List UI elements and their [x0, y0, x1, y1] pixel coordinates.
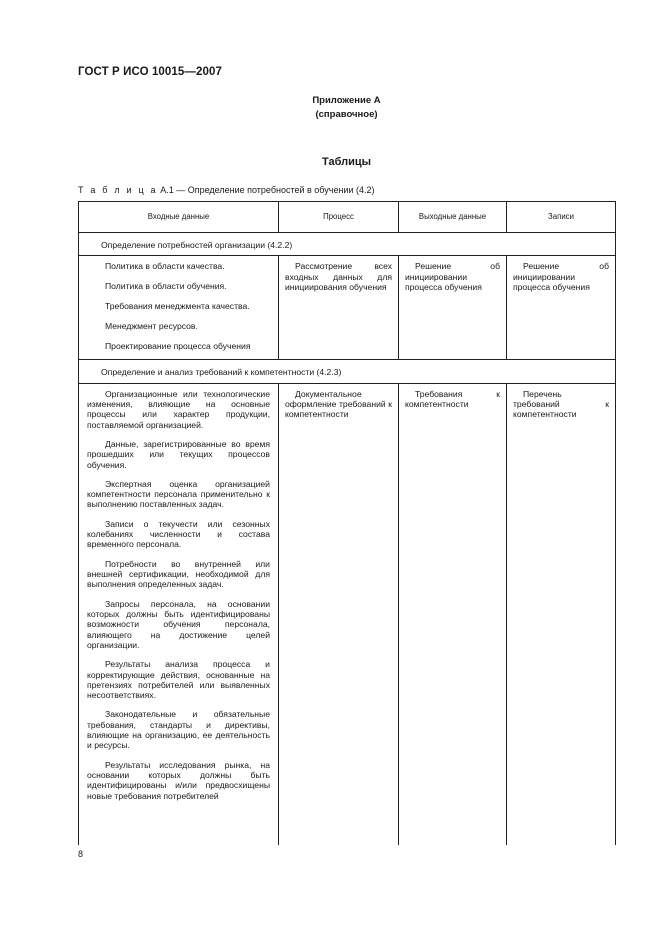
document-header: ГОСТ Р ИСО 10015—2007	[78, 66, 223, 78]
section-row	[79, 233, 616, 256]
records-cell	[507, 256, 616, 360]
training-needs-table	[78, 201, 616, 845]
input-item: Запросы персонала, на основании которых должны быть идентифицированы возможности обучения персонала, влияющего на достижение целей организации.	[87, 598, 270, 650]
page-number: 8	[78, 849, 84, 859]
table-caption-prefix: Т а б л и ц а	[78, 185, 158, 195]
table-header-row	[79, 202, 616, 233]
table-row	[79, 383, 616, 845]
header-outputs: Выходные данные	[399, 202, 507, 233]
input-item: Законодательные и обязательные требования, стандарты и директивы, влияющие на организацию, ее деятельность и ресурсы.	[87, 709, 270, 751]
input-item: Результаты исследования рынка, на основании которых должны быть идентифицированы и/или предвосхищены новые требования потребителей	[87, 759, 270, 801]
outputs-text: Решение об инициировании процесса обучения	[405, 261, 500, 292]
inputs-cell	[79, 383, 279, 845]
section-title: Таблицы	[322, 156, 371, 168]
process-text: Рассмотрение всех входных данных для инициирования обучения	[285, 261, 392, 292]
section-title-cell: Определение потребностей организации (4.2.2)	[79, 233, 616, 256]
outputs-text: Требования к компетентности	[405, 388, 500, 409]
input-item: Результаты анализа процесса и корректирующие действия, основанные на претензиях потребителей или выявленных несоответствиях.	[87, 659, 270, 701]
header-inputs: Входные данные	[79, 202, 279, 233]
input-item: Потребности во внутренней или внешней сертификации, необходимой для выполнения определенных задач.	[87, 558, 270, 590]
input-item: Политика в области качества.	[105, 261, 225, 272]
outputs-cell	[399, 383, 507, 845]
section-title-cell: Определение и анализ требований к компетентности (4.2.3)	[79, 360, 616, 383]
table-caption	[78, 185, 375, 195]
header-records: Записи	[507, 202, 616, 233]
section-row	[79, 360, 616, 383]
annex-title: Приложение А	[312, 95, 381, 106]
input-item: Проектирование процесса обучения	[105, 340, 251, 351]
process-cell	[279, 256, 399, 360]
header-process: Процесс	[279, 202, 399, 233]
input-item: Политика в области обучения.	[105, 281, 227, 292]
inputs-cell	[79, 256, 279, 360]
annex-status: (справочное)	[315, 109, 378, 120]
input-item: Экспертная оценка организацией компетентности персонала применительно к выполнению поставленных задач.	[87, 478, 270, 510]
table-row	[79, 256, 616, 360]
outputs-cell	[399, 256, 507, 360]
records-text: Перечень требований к компетентности	[513, 388, 609, 420]
input-item: Менеджмент ресурсов.	[105, 320, 198, 331]
records-text: Решение об инициировании процесса обучения	[513, 261, 609, 292]
process-cell	[279, 383, 399, 845]
input-item: Организационные или технологические изменения, влияющие на основные процессы или характер продукции, поставляемой организацией.	[87, 388, 270, 430]
process-text: Документальное оформление требований к компетентности	[285, 388, 392, 420]
input-item: Данные, зарегистрированные во время прошедших или текущих процессов обучения.	[87, 438, 270, 470]
table-caption-text: А.1 — Определение потребностей в обучении (4.2)	[157, 185, 375, 195]
records-cell	[507, 383, 616, 845]
input-item: Записи о текучести или сезонных колебаниях численности и состава временного персонала.	[87, 518, 270, 550]
input-item: Требования менеджмента качества.	[105, 300, 250, 311]
